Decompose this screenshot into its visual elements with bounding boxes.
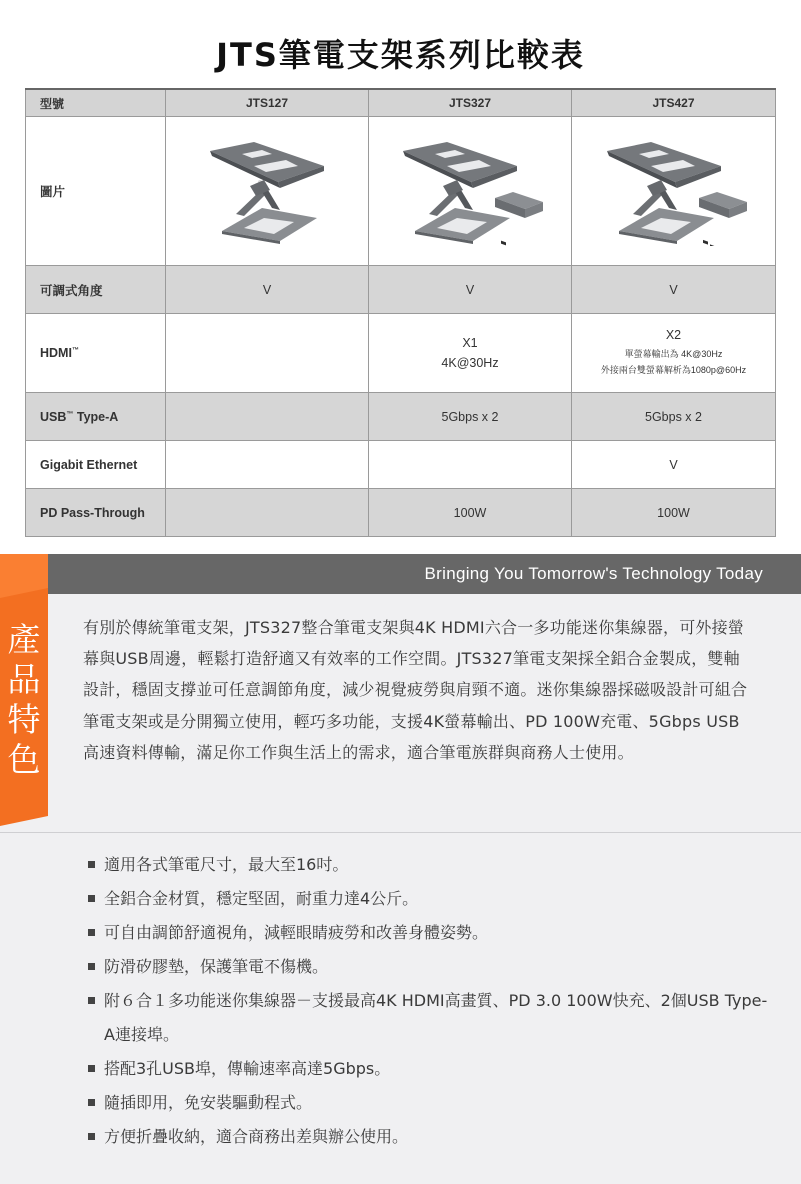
- cell-value: 100W: [369, 489, 572, 537]
- hdmi-port-count: X2: [665, 328, 682, 342]
- cell-value: 5Gbps x 2: [369, 393, 572, 441]
- bullet-icon: [88, 929, 95, 936]
- intro-paragraph: 有別於傳統筆電支架，JTS327整合筆電支架與4K HDMI六合一多功能迷你集線器，可外接螢幕與USB周邊，輕鬆打造舒適又有效率的工作空間。JTS327筆電支架採全鋁合金製成，雙軸設計，穩固支撐並可任意調節角度，減少視覺疲勞與肩頸不適。迷你集線器採磁吸設計可組合筆電支架或是分開獨立使用，輕巧多功能，支援4K螢幕輸出、PD 100W充電、5Gbps USB高速資料傳輸，滿足你工作與生活上的需求，適合筆電族群與商務人士使用。: [83, 618, 748, 762]
- cell-value: [166, 441, 369, 489]
- cell-value: [572, 314, 776, 393]
- cell-value: V: [369, 266, 572, 314]
- laptop-stand-with-hub-image: [395, 136, 545, 246]
- feature-list: [88, 848, 768, 1154]
- header-model: 型號: [26, 89, 166, 117]
- header-jts427: JTS427: [572, 89, 776, 117]
- hdmi-resolution: 4K@30Hz: [441, 356, 499, 370]
- cell-value: [166, 489, 369, 537]
- list-item: 隨插即用，免安裝驅動程式。: [88, 1086, 768, 1120]
- tagline-bar: [0, 554, 801, 594]
- cell-value: V: [572, 441, 776, 489]
- hdmi-port-count: X1: [462, 336, 478, 350]
- cell-value: [166, 314, 369, 393]
- row-label: 可調式角度: [26, 266, 166, 314]
- row-label: Gigabit Ethernet: [26, 441, 166, 489]
- bullet-icon: [88, 1133, 95, 1140]
- bullet-icon: [88, 997, 95, 1004]
- cell-value: V: [572, 266, 776, 314]
- list-item: 可自由調節舒適視角，減輕眼睛疲勞和改善身體姿勢。: [88, 916, 768, 950]
- row-label: USB™ Type-A: [26, 393, 166, 441]
- product-features-ribbon: [0, 554, 48, 826]
- cell-value: [369, 441, 572, 489]
- bullet-icon: [88, 1099, 95, 1106]
- tagline: Bringing You Tomorrow's Technology Today: [424, 564, 763, 583]
- row-label-image: 圖片: [26, 117, 166, 266]
- cell-value: 100W: [572, 489, 776, 537]
- list-item: 方便折疊收納，適合商務出差與辦公使用。: [88, 1120, 768, 1154]
- list-item: 搭配3孔USB埠，傳輸速率高達5Gbps。: [88, 1052, 768, 1086]
- page-title: JTS筆電支架系列比較表: [216, 36, 585, 74]
- product-image-jts127: [166, 117, 369, 266]
- table-header-row: [26, 89, 776, 117]
- bullet-icon: [88, 963, 95, 970]
- table-row-pd: [26, 489, 776, 537]
- table-row-adjustable: [26, 266, 776, 314]
- cell-value: [369, 314, 572, 393]
- laptop-stand-with-hub-image: [599, 136, 749, 246]
- divider: [0, 832, 801, 833]
- list-item: 防滑矽膠墊，保護筆電不傷機。: [88, 950, 768, 984]
- list-item: 全鋁合金材質，穩定堅固，耐重力達4公斤。: [88, 882, 768, 916]
- bullet-icon: [88, 895, 95, 902]
- table-row-hdmi: [26, 314, 776, 393]
- hdmi-note: 單螢幕輸出為 4K@30Hz: [624, 349, 723, 359]
- laptop-stand-image: [202, 136, 332, 246]
- cell-value: [166, 393, 369, 441]
- bullet-icon: [88, 1065, 95, 1072]
- list-item: 適用各式筆電尺寸，最大至16吋。: [88, 848, 768, 882]
- header-jts127: JTS127: [166, 89, 369, 117]
- comparison-table: [25, 88, 776, 537]
- table-row-image: [26, 117, 776, 266]
- cell-value: 5Gbps x 2: [572, 393, 776, 441]
- product-image-jts427: [572, 117, 776, 266]
- table-row-usb: [26, 393, 776, 441]
- header-jts327: JTS327: [369, 89, 572, 117]
- table-row-ethernet: [26, 441, 776, 489]
- cell-value: V: [166, 266, 369, 314]
- ribbon-label: 產 品 特 色: [7, 620, 41, 779]
- bullet-icon: [88, 861, 95, 868]
- hdmi-note: 外接兩台雙螢幕解析為1080p@60Hz: [600, 365, 747, 375]
- row-label: HDMI™: [26, 314, 166, 393]
- product-image-jts327: [369, 117, 572, 266]
- row-label: PD Pass-Through: [26, 489, 166, 537]
- list-item: 附６合１多功能迷你集線器－支援最高4K HDMI高畫質、PD 3.0 100W快充、2個USB Type-A連接埠。: [88, 984, 768, 1052]
